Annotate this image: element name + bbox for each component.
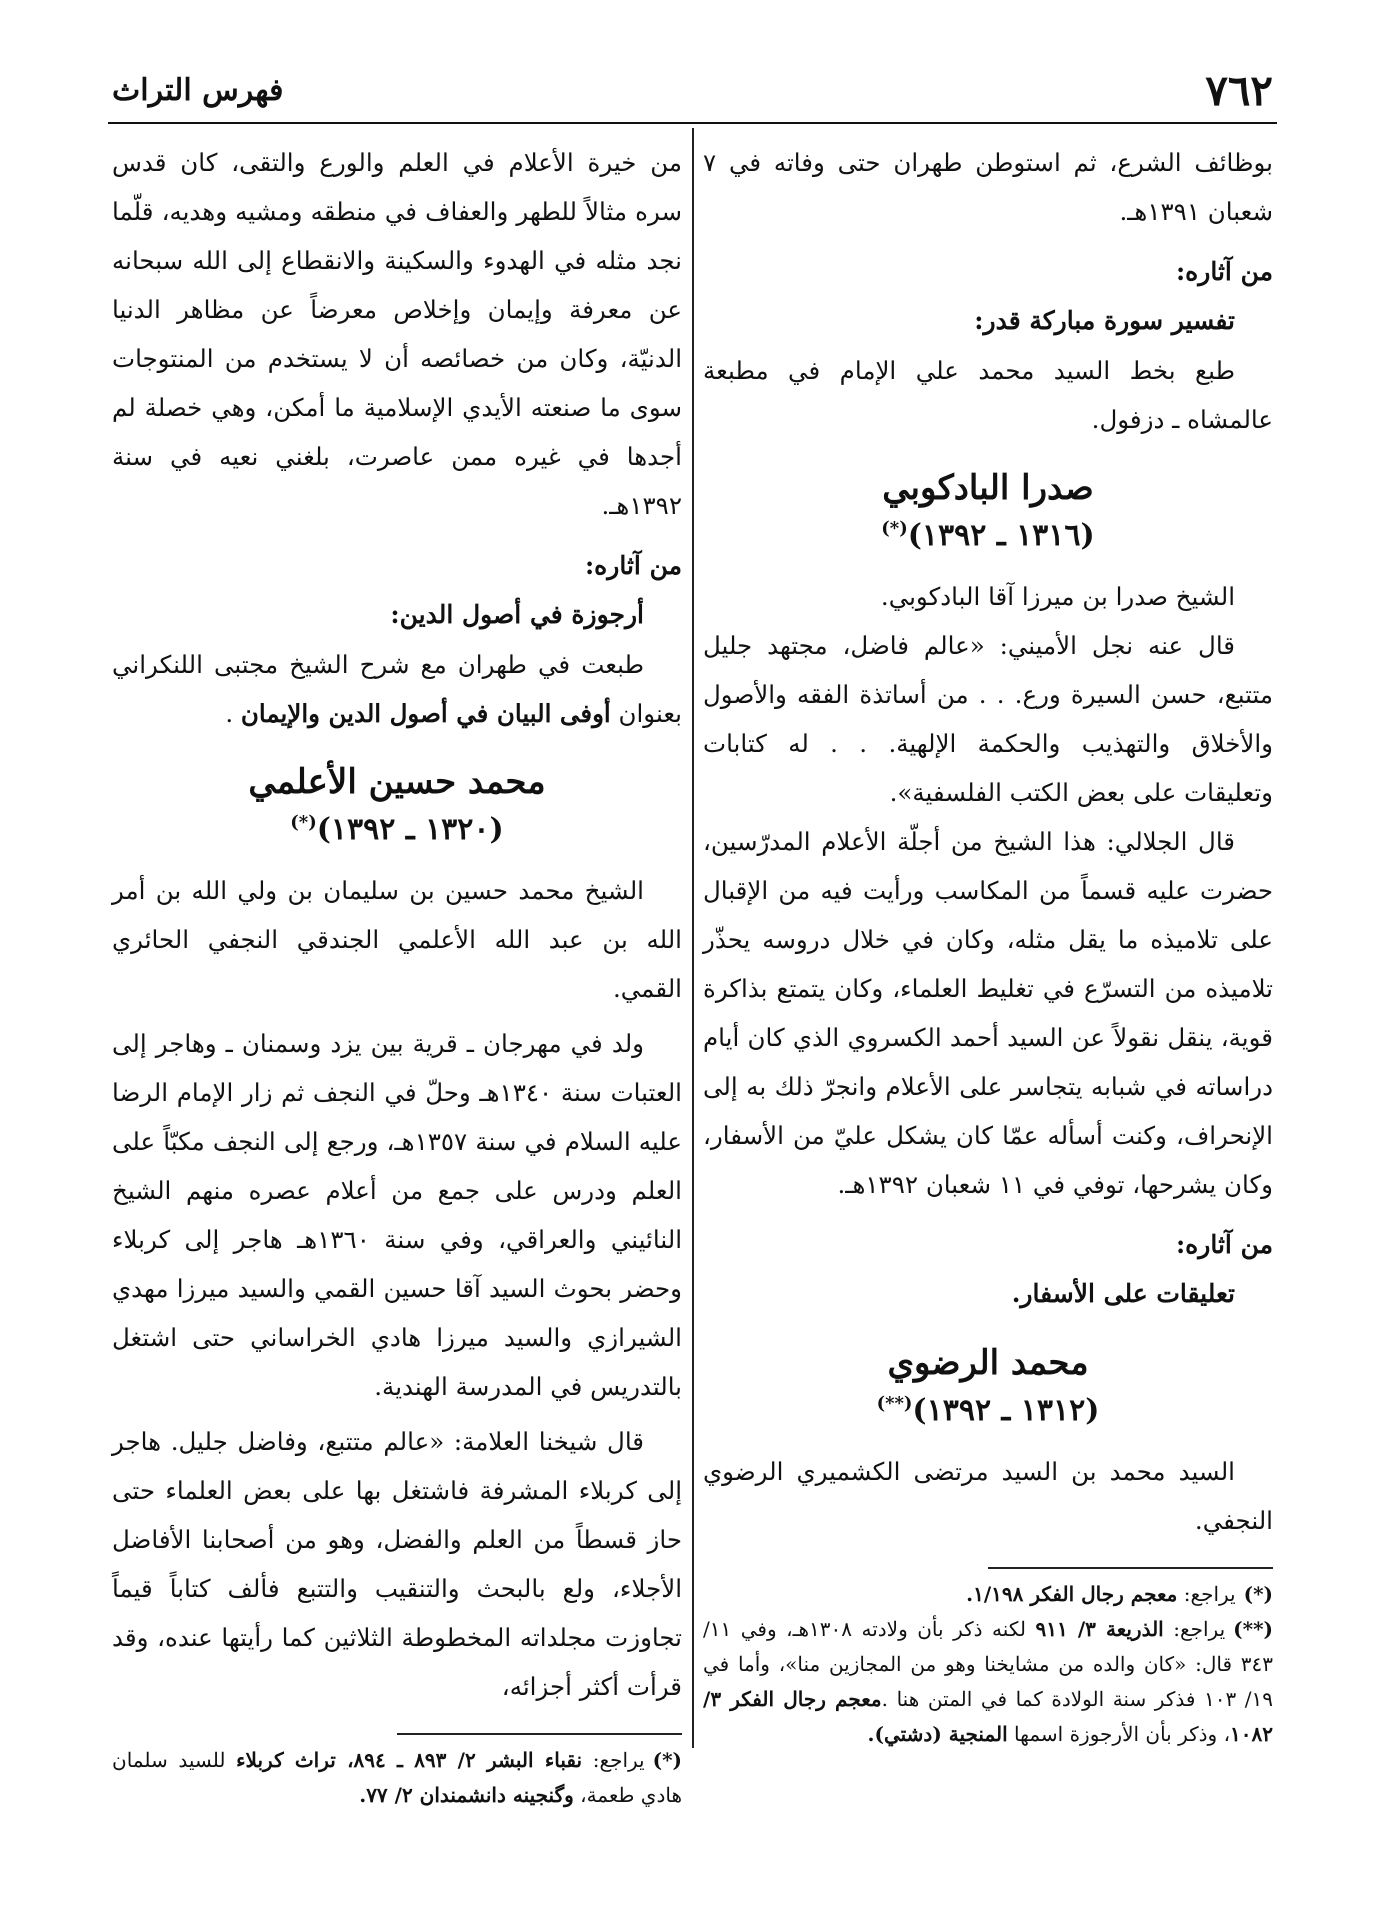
biography-dates	[112, 808, 682, 852]
footnote-ref: (*)	[881, 518, 908, 539]
footnote-ref: (**)	[876, 1393, 913, 1414]
biography-name: محمد الرضوي	[887, 1343, 1089, 1383]
dates-text: (١٣٢٠ ـ ١٣٩٢)	[316, 812, 504, 847]
work-text: .	[225, 699, 241, 728]
works-heading: من آثاره:	[584, 551, 682, 580]
right-column	[703, 138, 1273, 1752]
paragraph: السيد محمد بن السيد مرتضى الكشميري الرضوي النجفي.	[703, 1457, 1273, 1535]
footnote-mark: (*)	[652, 1748, 682, 1772]
dates-text: (١٣١٢ ـ ١٣٩٢)	[912, 1393, 1100, 1428]
footnote-mark: (*)	[1243, 1582, 1273, 1606]
running-title: فهرس التراث	[112, 73, 284, 108]
footnote-source: وگنجينه دانشمندان ٢/ ٧٧.	[359, 1783, 574, 1807]
header-rule	[108, 122, 1277, 124]
footnote-text: ، وذكر بأن الأرجوزة اسمها	[1007, 1722, 1231, 1746]
footnote-text: للسيد سلمان هادي طعمة،	[112, 1748, 682, 1807]
footnote-rule	[988, 1567, 1273, 1569]
footnote-rule	[397, 1733, 682, 1735]
footnote-mark: (**)	[1233, 1617, 1273, 1641]
biography-dates	[703, 1389, 1273, 1433]
paragraph: ولد في مهرجان ـ قرية بين يزد وسمنان ـ وهاجر إلى العتبات سنة ١٣٤٠هـ وحلّ في النجف ثم زار الإمام الرضا عليه السلام في سنة ١٣٥٧هـ، ورجع إلى النجف مكبّاً على العلم ودرس على جمع من أعلام عصره منهم الشيخ النائيني والعراقي، وفي سنة ١٣٦٠هـ هاجر إلى كربلاء وحضر بحوث السيد آقا حسين القمي والسيد ميرزا مهدي الشيرازي والسيد ميرزا هادي الخراساني حتى اشتغل بالتدريس في المدرسة الهندية.	[112, 1029, 682, 1401]
footnote-source: معجم رجال الفكر ٣/ ١٠٨٢	[703, 1687, 1273, 1746]
footnote-source: المنجية (دشتي).	[867, 1722, 1008, 1746]
work-description	[112, 640, 682, 738]
work-text: طبعت في طهران مع شرح الشيخ مجتبى اللنكراني بعنوان	[112, 650, 682, 728]
paragraph: قال عنه نجل الأميني: «عالم فاضل، مجتهد جليل متتبع، حسن السيرة ورع. . . من أساتذة الفقه والأصول والأخلاق والتهذيب والحكمة الإلهية. . . له كتابات وتعليقات على بعض الكتب الفلسفية».	[703, 631, 1273, 807]
paragraph: بوظائف الشرع، ثم استوطن طهران حتى وفاته في ٧ شعبان ١٣٩١هـ.	[703, 148, 1273, 226]
dates-text: (١٣١٦ ـ ١٣٩٢)	[907, 518, 1095, 553]
footnote-text: يراجع:	[1163, 1617, 1226, 1641]
paragraph: الشيخ صدرا بن ميرزا آقا البادكوبي.	[880, 582, 1235, 611]
footnote-source: نقباء البشر ٢/ ٨٩٣ ـ ٨٩٤، تراث كربلاء	[236, 1748, 583, 1772]
footnote	[703, 1577, 1273, 1612]
page-number: ٧٦٢	[1205, 66, 1273, 115]
biography-dates	[703, 514, 1273, 558]
works-heading: من آثاره:	[1175, 257, 1273, 286]
footnote-source: معجم رجال الفكر ١/١٩٨.	[966, 1582, 1178, 1606]
footnote-source: الذريعة ٣/ ٩١١	[1035, 1617, 1164, 1641]
footnote-text: يراجع:	[1177, 1582, 1236, 1606]
works-heading: من آثاره:	[1175, 1230, 1273, 1259]
biography-name: صدرا البادكوبي	[882, 468, 1094, 508]
column-divider	[692, 128, 694, 1748]
footnote-text: لكنه ذكر بأن ولادته ١٣٠٨هـ، وفي ١١/ ٣٤٣ قال: «كان والده من مشايخنا وهو من المجازين منا»، وأما في ١٩/ ١٠٣ فذكر سنة الولادة كما في المتن هنا .	[703, 1617, 1274, 1711]
paragraph: قال الجلالي: هذا الشيخ من أجلّة الأعلام المدرّسين، حضرت عليه قسماً من المكاسب ورأيت فيه من الإقبال على تلاميذه ما يقل مثله، وكان في خلال دروسه يحذّر تلاميذه من التسرّع في تغليط العلماء، وكان يتمتع بذاكرة قوية، ينقل نقولاً عن السيد أحمد الكسروي الذي كان أيام دراساته في شبابه يتجاسر على الأعلام وانجرّ ذلك به إلى الإنحراف، وكنت أسأله عمّا كان يشكل عليّ من الأسفار، وكان يشرحها، توفي في ١١ شعبان ١٣٩٢هـ.	[703, 827, 1273, 1199]
footnote	[112, 1743, 682, 1813]
work-description: طبع بخط السيد محمد علي الإمام في مطبعة عالمشاه ـ دزفول.	[703, 356, 1273, 434]
paragraph: قال شيخنا العلامة: «عالم متتبع، وفاضل جليل. هاجر إلى كربلاء المشرفة فاشتغل بها على بعض العلماء حتى حاز قسطاً من العلم والفضل، وهو من أصحابنا الأفاضل الأجلاء، ولع بالبحث والتنقيب والتتبع فألف كتاباً قيماً تجاوزت مجلداته المخطوطة الثلاثين كما رأيتها عنده، وقد قرأت أكثر أجزائه،	[112, 1427, 682, 1701]
footnote	[703, 1612, 1273, 1752]
work-title: أرجوزة في أصول الدين:	[390, 600, 644, 629]
left-column	[112, 138, 682, 1813]
work-title: تعليقات على الأسفار.	[1011, 1279, 1235, 1308]
footnote-ref: (*)	[290, 812, 317, 833]
paragraph: من خيرة الأعلام في العلم والورع والتقى، كان قدس سره مثالاً للطهر والعفاف في منطقه ومشيه وهديه، قلّما نجد مثله في الهدوء والسكينة والانقطاع إلى الله سبحانه عن معرفة وإيمان وإخلاص معرضاً عن مظاهر الدنيا الدنيّة، وكان من خصائصه أن لا يستخدم من المنتوجات سوى ما صنعته الأيدي الإسلامية ما أمكن، وهي خصلة لم أجدها في غيره ممن عاصرت، بلغني نعيه في سنة ١٣٩٢هـ.	[112, 148, 682, 520]
work-book-title: أوفى البيان في أصول الدين والإيمان	[240, 699, 611, 728]
work-title: تفسير سورة مباركة قدر:	[974, 306, 1235, 335]
paragraph: الشيخ محمد حسين بن سليمان بن ولي الله بن أمر الله بن عبد الله الأعلمي الجندقي النجفي الحائري القمي.	[112, 876, 682, 1003]
biography-name: محمد حسين الأعلمي	[248, 762, 546, 802]
footnote-text: يراجع:	[582, 1748, 645, 1772]
